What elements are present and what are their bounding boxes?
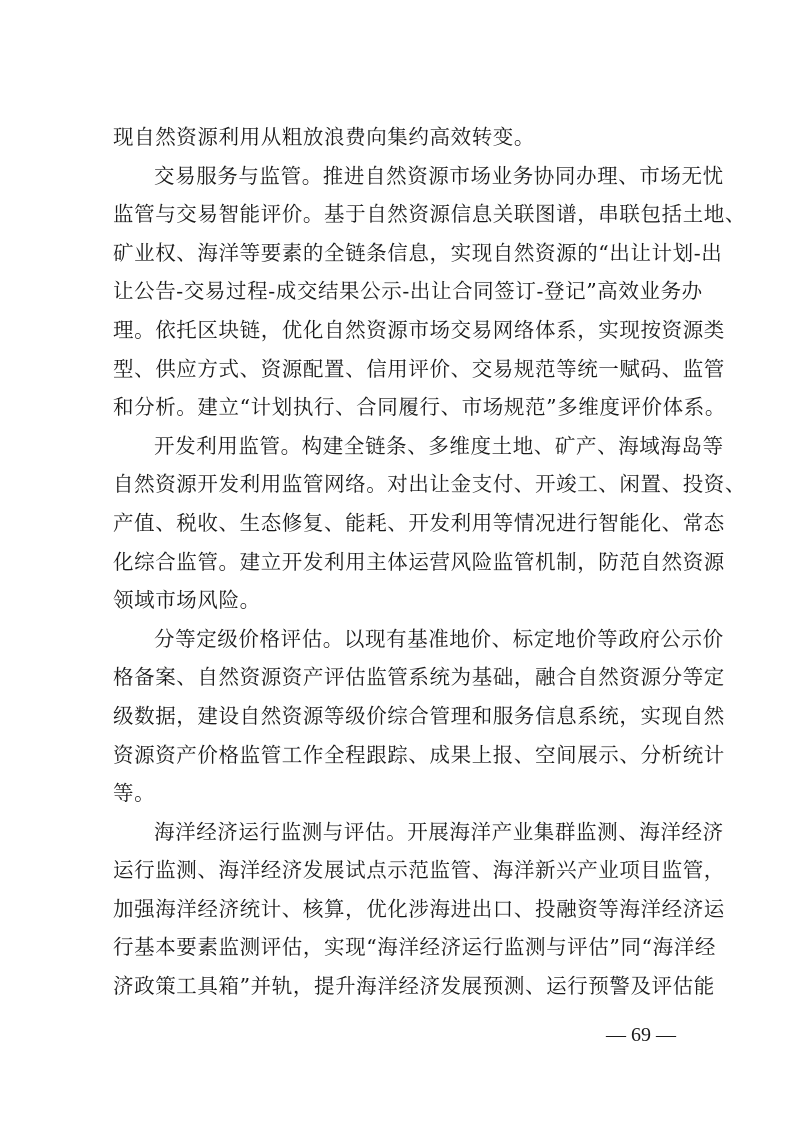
text-line: 让公告-交易过程-成交结果公示-出让合同签订-登记”高效业务办 — [113, 279, 703, 304]
text-line: 海洋经济运行监测与评估。开展海洋产业集群监测、海洋经济 — [154, 819, 724, 844]
text-line: 级数据，建设自然资源等级价综合管理和服务信息系统，实现自然 — [113, 703, 725, 728]
text-line: 加强海洋经济统计、核算，优化涉海进出口、投融资等海洋经济运 — [113, 896, 725, 921]
text-line: 资源资产价格监管工作全程跟踪、成果上报、空间展示、分析统计 — [113, 742, 725, 767]
text-line: 等。 — [113, 781, 156, 806]
text-line: 型、供应方式、资源配置、信用评价、交易规范等统一赋码、监管 — [113, 356, 725, 381]
text-line: 行基本要素监测评估，实现“海洋经济运行监测与评估”同“海洋经 — [113, 935, 716, 960]
text-line: 和分析。建立“计划执行、合同履行、市场规范”多维度评价体系。 — [113, 395, 726, 420]
text-line: 理。依托区块链，优化自然资源市场交易网络体系，实现按资源类 — [113, 317, 725, 342]
paragraph-trading-services — [113, 157, 746, 427]
text-line: 化综合监管。建立开发利用主体运营风险监管机制，防范自然资源 — [113, 549, 725, 574]
paragraph-continuation — [113, 118, 683, 157]
text-line: 格备案、自然资源资产评估监管系统为基础，融合自然资源分等定 — [113, 665, 725, 690]
text-line: 领域市场风险。 — [113, 588, 261, 613]
page-body — [113, 118, 746, 1006]
text-line: 产值、税收、生态修复、能耗、开发利用等情况进行智能化、常态 — [113, 510, 725, 535]
text-line: 运行监测、海洋经济发展试点示范监管、海洋新兴产业项目监管， — [113, 858, 725, 883]
text-line: 济政策工具箱”并轨，提升海洋经济发展预测、运行预警及评估能 — [113, 974, 715, 999]
text-line: 分等定级价格评估。以现有基准地价、标定地价等政府公示价 — [154, 626, 724, 651]
paragraph-price-evaluation — [113, 620, 725, 813]
text-line: 监管与交易智能评价。基于自然资源信息关联图谱，串联包括土地、 — [113, 202, 746, 227]
paragraph-development-supervision — [113, 427, 746, 620]
text-line: 现自然资源利用从粗放浪费向集约高效转变。 — [113, 125, 535, 149]
text-line: 交易服务与监管。推进自然资源市场业务协同办理、市场无忧 — [154, 163, 724, 188]
page-number: — 69 — — [606, 1024, 676, 1046]
text-line: 自然资源开发利用监管网络。对出让金支付、开竣工、闲置、投资、 — [113, 472, 746, 497]
text-line: 开发利用监管。构建全链条、多维度土地、矿产、海域海岛等 — [154, 433, 724, 458]
paragraph-marine-economy — [113, 813, 725, 1006]
text-line: 矿业权、海洋等要素的全链条信息，实现自然资源的“出让计划-出 — [113, 240, 723, 265]
